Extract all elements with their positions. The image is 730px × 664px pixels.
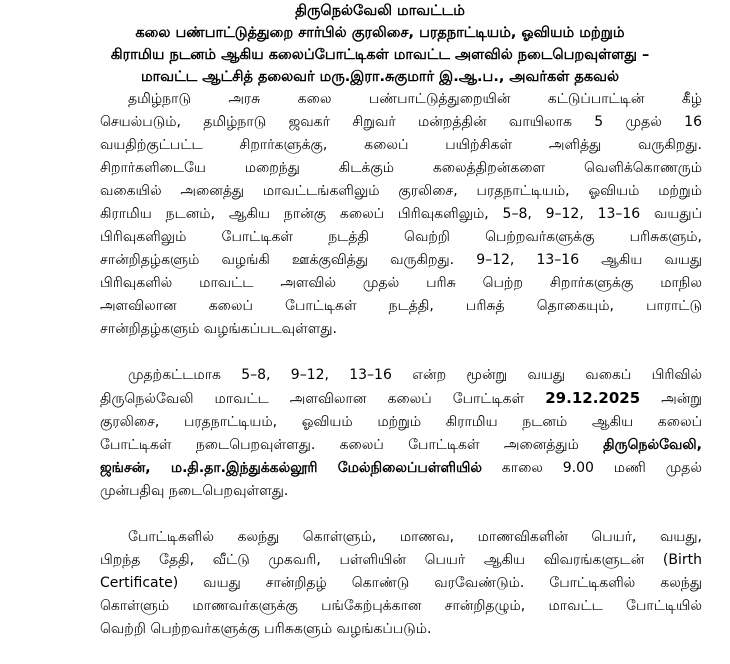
para2-line: முன்பதிவு நடைபெறவுள்ளது. — [100, 483, 289, 499]
para3-line: போட்டிகளில் கலந்து கொள்ளும், மாணவ, மாணவிகளின் பெயர், வயது, — [128, 529, 702, 545]
para1-line: தமிழ்நாடு அரசு கலை பண்பாட்டுத்துறையின் கட்டுப்பாட்டின் கீழ் — [128, 91, 702, 107]
header-title-line-1: கலை பண்பாட்டுத்துறை சார்பில் குரலிசை, பரதநாட்டியம், ஓவியம் மற்றும் — [135, 25, 625, 41]
venue-school: ஜங்சன், ம.தி.தா.இந்துக்கல்லூரி மேல்நிலைப்பள்ளியில் — [100, 460, 482, 476]
para2-text: திருநெல்வேலி மாவட்ட அளவிலான கலைப் போட்டிகள் — [100, 391, 546, 407]
para1-line: கிராமிய நடனம், ஆகிய நான்கு கலைப் பிரிவுகளிலும், 5–8, 9–12, 13–16 வயதுப் — [100, 206, 702, 222]
para1-line: சிறார்களிடையே மறைந்து கிடக்கும் கலைத்திறன்களை வெளிக்கொணரும் — [100, 160, 702, 176]
header-title-line-2: கிராமிய நடனம் ஆகிய கலைப்போட்டிகள் மாவட்ட அளவில் நடைபெறவுள்ளது – — [110, 47, 650, 63]
para3-line: பிறந்த தேதி, வீட்டு முகவரி, பள்ளியின் பெயர் ஆகிய விவரங்களுடன் (Birth — [100, 552, 702, 568]
para2-line — [100, 434, 702, 457]
header-title-line-3: மாவட்ட ஆட்சித் தலைவர் மரு.இரா.சுகுமார் இ.ஆ.ப., அவர்கள் தகவல் — [140, 69, 620, 85]
para2-line — [100, 457, 702, 480]
para1-line: சான்றிதழ்களும் வழங்கி ஊக்குவித்து வருகிறது. 9–12, 13–16 ஆகிய வயது — [100, 252, 702, 268]
paragraph-schedule — [100, 364, 702, 503]
para2-line: முதற்கட்டமாக 5–8, 9–12, 13–16 என்ற மூன்று வயது வகைப் பிரிவில் — [128, 367, 702, 383]
para1-line: பிரிவுகளில் மாவட்ட அளவில் முதல் பரிசு பெற்ற சிறார்களுக்கு மாநில — [100, 275, 702, 291]
para1-line: அளவிலான கலைப் போட்டிகள் நடத்தி, பரிசுத் தொகையும், பாராட்டு — [100, 298, 702, 314]
para1-line: வகையில் அனைத்து மாவட்டங்களிலும் குரலிசை, பரதநாட்டியம், ஓவியம் மற்றும் — [100, 183, 702, 199]
venue-city: திருநெல்வேலி, — [603, 437, 702, 453]
para1-line: சான்றிதழ்களும் வழங்கப்படவுள்ளது. — [100, 321, 337, 337]
para2-line: குரலிசை, பரதநாட்டியம், ஓவியம் மற்றும் கிராமிய நடனம் ஆகிய கலைப் — [100, 414, 702, 430]
para2-text: போட்டிகள் நடைபெறவுள்ளது. கலைப் போட்டிகள் அனைத்தும் — [100, 437, 604, 453]
para1-line: செயல்படும், தமிழ்நாடு ஜவகர் சிறுவர் மன்றத்தின் வாயிலாக 5 முதல் 16 — [100, 114, 702, 130]
paragraph-requirements — [100, 526, 702, 641]
para2-text: காலை 9.00 மணி முதல் — [481, 460, 702, 476]
para2-text: அன்று — [640, 391, 702, 407]
paragraph-intro — [100, 88, 702, 341]
header-district: திருநெல்வேலி மாவட்டம் — [295, 3, 465, 19]
event-date: 29.12.2025 — [545, 389, 641, 407]
document-body — [100, 88, 702, 664]
para2-line — [100, 387, 702, 411]
para3-line: கொள்ளும் மாணவர்களுக்கு பங்கேற்புக்கான சான்றிதழும், மாவட்ட போட்டியில் — [100, 598, 702, 614]
para3-line: வெற்றி பெற்றவர்களுக்கு பரிசுகளும் வழங்கப்படும். — [100, 621, 432, 637]
para1-line: பிரிவுகளிலும் போட்டிகள் நடத்தி வெற்றி பெற்றவர்களுக்கு பரிசுகளும், — [100, 229, 702, 245]
para3-line: Certificate) வயது சான்றிதழ் கொண்டு வரவேண்டும். போட்டிகளில் கலந்து — [100, 575, 702, 591]
para1-line: வயதிற்குட்பட்ட சிறார்களுக்கு, கலைப் பயிற்சிகள் அளித்து வருகிறது. — [100, 137, 702, 153]
document-header — [60, 0, 700, 88]
